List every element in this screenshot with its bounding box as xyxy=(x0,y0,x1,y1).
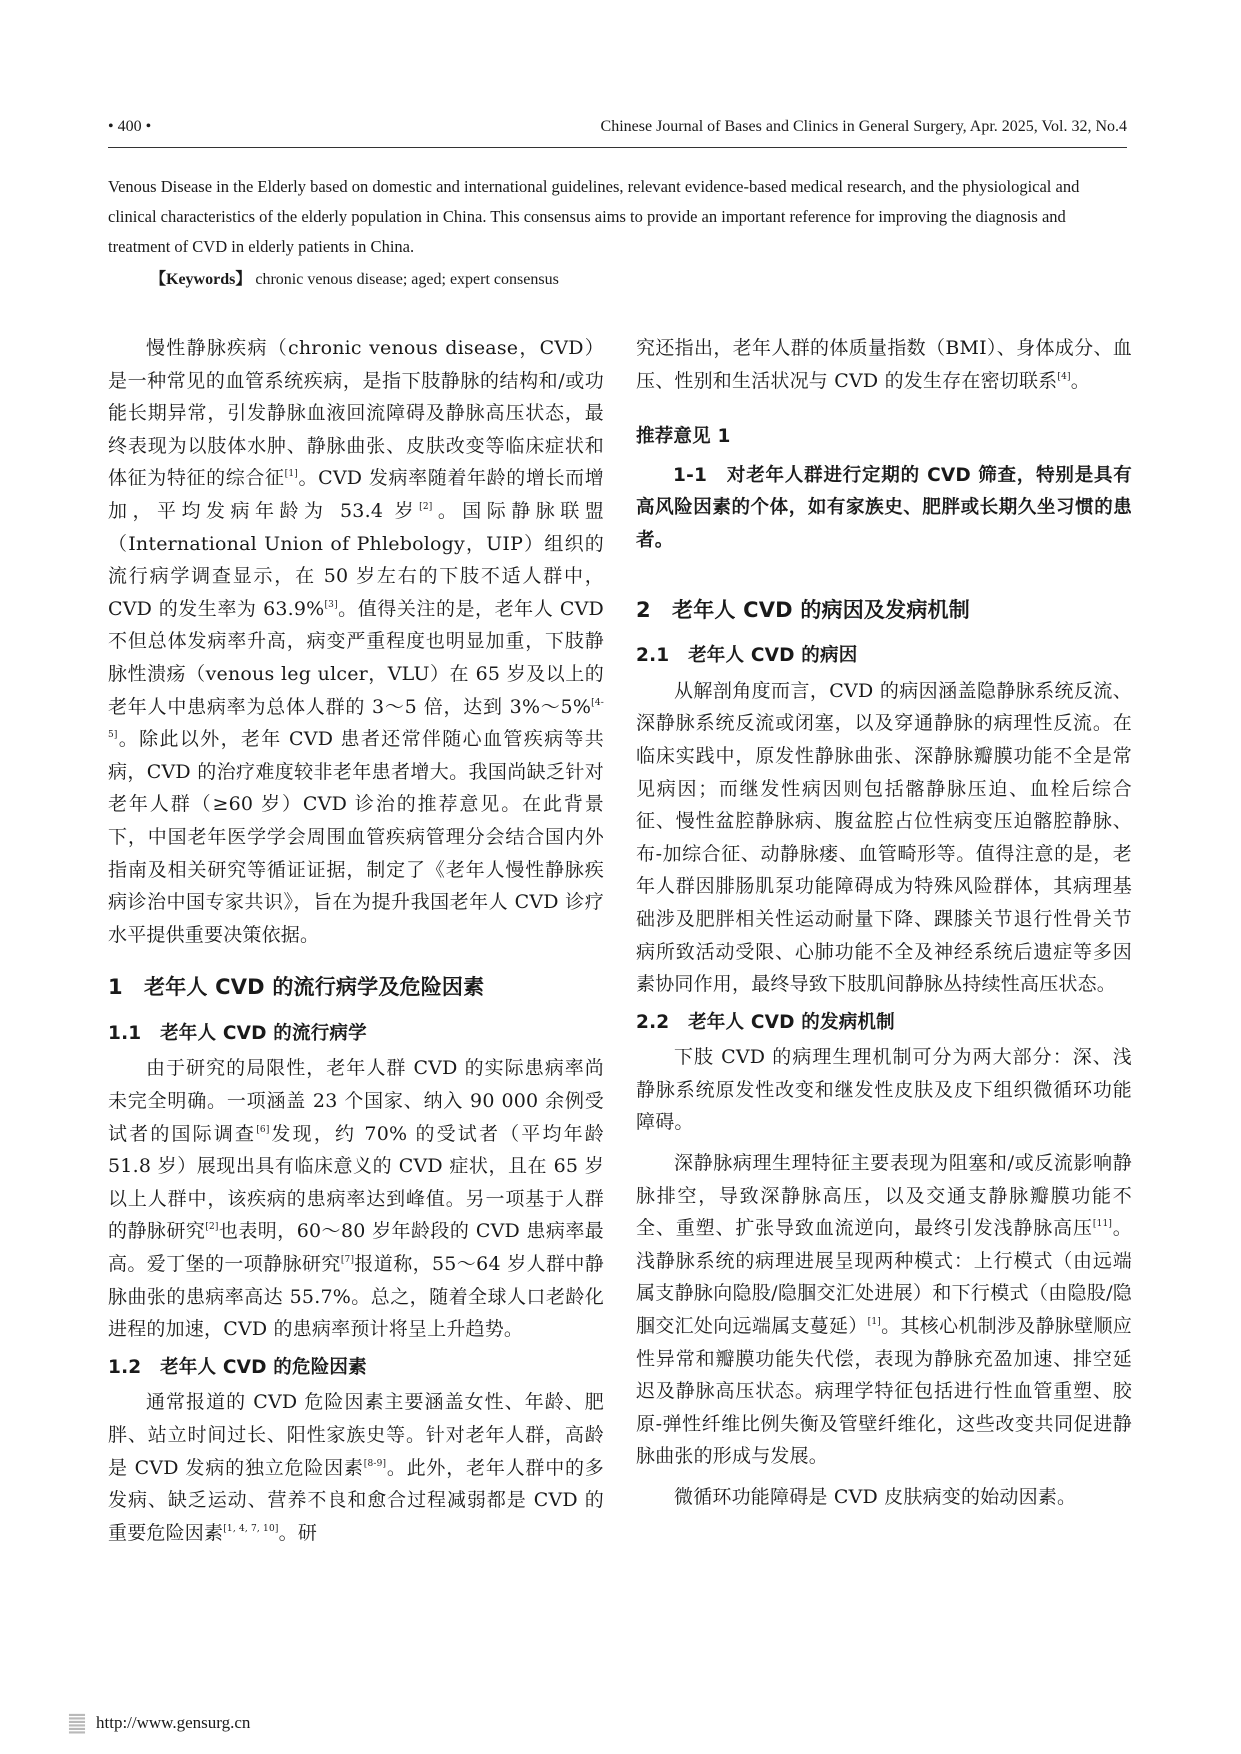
citation[interactable]: [3] xyxy=(324,599,338,610)
section-2-2-paragraph-3: 微循环功能障碍是 CVD 皮肤病变的始动因素。 xyxy=(674,1486,1077,1508)
journal-header: Chinese Journal of Bases and Clinics in General Surgery, Apr. 2025, Vol. 32, No.4 xyxy=(600,118,1127,135)
footer xyxy=(64,1710,250,1736)
section-2-1-paragraph: 从解剖角度而言，CVD 的病因涵盖隐静脉系统反流、深静脉系统反流或闭塞，以及穿通静脉的病理性反流。在临床实践中，原发性静脉曲张、深静脉瓣膜功能不全是常见病因；而继发性病因则包括髂静脉压迫、血栓后综合征、慢性盆腔静脉病、腹盆腔占位性病变压迫髂腔静脉、布-加综合征、动静脉瘘、血管畸形等。值得注意的是，老年人群因腓肠肌泵功能障碍成为特殊风险群体，其病理基础涉及肥胖相关性运动耐量下降、踝膝关节退行性骨关节病所致活动受限、心肺功能不全及神经系统后遗症等多因素协同作用，最终导致下肢肌间静脉丛持续性高压状态。 xyxy=(636,679,1132,996)
section-1-2-paragraph: 通常报道的 CVD 危险因素主要涵盖女性、年龄、肥胖、站立时间过长、阳性家族史等。针对老年人群，高龄是 CVD 发病的独立危险因素[8-9]。此外，老年人群中的多发病、缺乏运动、营养不良和愈合过程减弱都是 CVD 的重要危险因素[1, 4, 7, 10]。研 xyxy=(108,1391,605,1544)
intro-paragraph: 慢性静脉疾病（chronic venous disease，CVD）是一种常见的血管系统疾病，是指下肢静脉的结构和/或功能长期异常，引发静脉血液回流障碍及静脉高压状态，最终表现为以肢体水肿、静脉曲张、皮肤改变等临床症状和体征为特征的综合征[1]。CVD 发病率随着年龄的增长而增加，平均发病年龄为 53.4 岁[2]。国际静脉联盟（International Union of Phlebology，UIP）组织的流行病学调查显示，在 50 岁左右的下肢不适人群中，CVD 的发生率为 63.9%[3]。值得关注的是，老年人 CVD 不但总体发病率升高，病变严重程度也明显加重，下肢静脉性溃疡（venous leg ulcer，VLU）在 65 岁及以上的老年人中患病率为总体人群的 3～5 倍，达到 3%～5%[4-5]。除此以外，老年 CVD 患者还常伴随心血管疾病等共病，CVD 的治疗难度较非老年患者增大。我国尚缺乏针对老年人群（≥60 岁）CVD 诊治的推荐意见。在此背景下，中国老年医学学会周围血管疾病管理分会结合国内外指南及相关研究等循证证据，制定了《老年人慢性静脉疾病诊治中国专家共识》，旨在为提升我国老年人 CVD 诊疗水平提供重要决策依据。 xyxy=(108,337,604,946)
page-number: • 400 • xyxy=(108,118,152,135)
section-2-2-paragraph-1: 下肢 CVD 的病理生理机制可分为两大部分：深、浅静脉系统原发性改变和继发性皮肤及皮下组织微循环功能障碍。 xyxy=(636,1046,1132,1134)
right-column xyxy=(636,332,1132,1514)
abstract-text: Venous Disease in the Elderly based on domestic and international guidelines, relevant evidence-based medical research, and the physiological and clinical characteristics of the elderly population in China. This consensus aims to provide an important reference for improving the diagnosis and treatment of CVD in elderly patients in China. xyxy=(108,177,1080,256)
footer-url[interactable]: http://www.gensurg.cn xyxy=(96,1713,251,1732)
citation[interactable]: [4] xyxy=(1057,371,1071,382)
section-2-2-paragraph-2: 深静脉病理生理特征主要表现为阻塞和/或反流影响静脉排空，导致深静脉高压，以及交通支静脉瓣膜功能不全、重塑、扩张导致血流逆向，最终引发浅静脉高压[11]。浅静脉系统的病理进展呈现两种模式：上行模式（由远端属支静脉向隐股/隐腘交汇处进展）和下行模式（由隐股/隐腘交汇处向远端属支蔓延）[1]。其核心机制涉及静脉壁顺应性异常和瓣膜功能失代偿，表现为静脉充盈加速、排空延迟及静脉高压状态。病理学特征包括进行性血管重塑、胶原-弹性纤维比例失衡及管壁纤维化，这些改变共同促进静脉曲张的形成与发展。 xyxy=(636,1152,1133,1468)
keywords-label: 【Keywords】 xyxy=(150,271,252,288)
recommendation-1-text: 1-1 对老年人群进行定期的 CVD 筛查，特别是具有高风险因素的个体，如有家族史、肥胖或长期久坐习惯的患者。 xyxy=(636,464,1132,551)
recommendation-1-heading: 推荐意见 1 xyxy=(636,426,731,448)
citation[interactable]: [1, 4, 7, 10] xyxy=(223,1523,279,1534)
section-1-1-heading: 1.1 老年人 CVD 的流行病学 xyxy=(108,1022,367,1044)
journal-logo-icon: ䷀ xyxy=(67,1710,87,1735)
header-divider xyxy=(108,147,1127,148)
keywords-line xyxy=(150,266,559,289)
citation[interactable]: [11] xyxy=(1092,1219,1113,1230)
section-1-1-paragraph: 由于研究的局限性，老年人群 CVD 的实际患病率尚未完全明确。一项涵盖 23 个国家、纳入 90 000 余例受试者的国际调查[6]发现，约 70% 的受试者（平均年龄 51.8 岁）展现出具有临床意义的 CVD 症状，且在 65 岁以上人群中，该疾病的患病率达到峰值。另一项基于人群的静脉研究[2]也表明，60～80 岁年龄段的 CVD 患病率最高。爱丁堡的一项静脉研究[7]报道称，55～64 岁人群中静脉曲张的患病率高达 55.7%。总之，随着全球人口老龄化进程的加速，CVD 的患病率预计将呈上升趋势。 xyxy=(108,1057,604,1341)
citation[interactable]: [6] xyxy=(256,1124,270,1135)
citation[interactable]: [2] xyxy=(205,1222,219,1233)
left-column xyxy=(108,332,604,1549)
section-2-heading: 2 老年人 CVD 的病因及发病机制 xyxy=(636,597,970,622)
section-2-1-heading: 2.1 老年人 CVD 的病因 xyxy=(636,645,858,667)
citation[interactable]: [8-9] xyxy=(363,1458,387,1469)
section-1-heading: 1 老年人 CVD 的流行病学及危险因素 xyxy=(108,975,485,1000)
citation[interactable]: [4-5] xyxy=(108,697,604,741)
citation[interactable]: [1] xyxy=(867,1317,882,1328)
citation[interactable]: [1] xyxy=(284,469,299,480)
keywords-text: chronic venous disease; aged; expert consensus xyxy=(255,271,559,288)
continued-paragraph: 究还指出，老年人群的体质量指数（BMI）、身体成分、血压、性别和生活状况与 CVD 的发生存在密切联系[4]。 xyxy=(636,337,1132,392)
citation[interactable]: [2] xyxy=(419,501,433,512)
citation[interactable]: [7] xyxy=(340,1255,355,1266)
abstract-continuation xyxy=(108,172,1128,262)
section-2-2-heading: 2.2 老年人 CVD 的发病机制 xyxy=(636,1011,895,1033)
section-1-2-heading: 1.2 老年人 CVD 的危险因素 xyxy=(108,1356,367,1378)
